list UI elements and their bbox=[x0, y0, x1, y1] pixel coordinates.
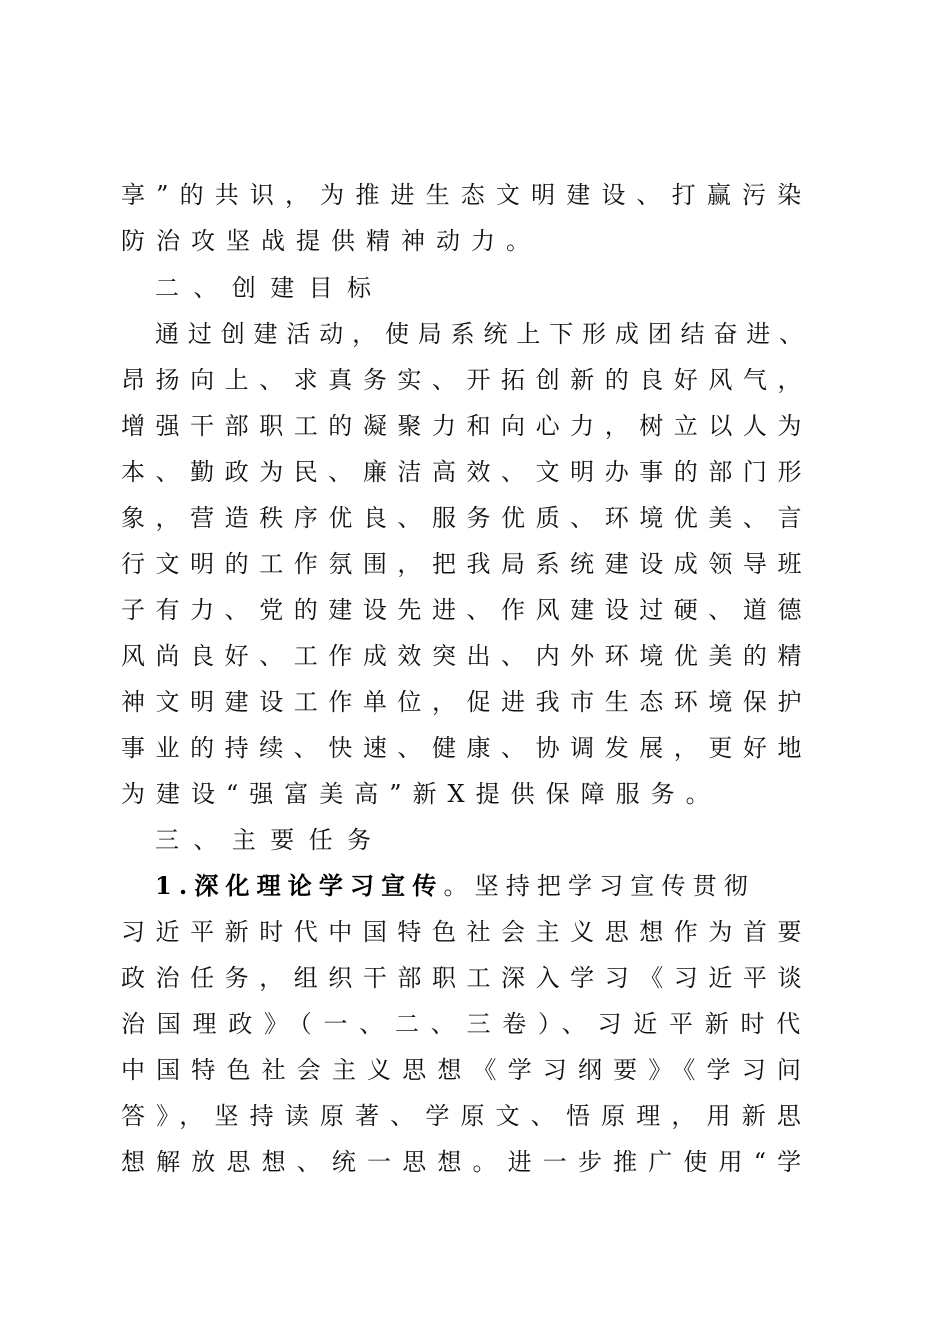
body-text-line: 昂扬向上、求真务实、开拓创新的良好风气， bbox=[121, 366, 812, 394]
task-item-first-line bbox=[155, 868, 755, 904]
paragraph-first-line: 通过创建活动，使局系统上下形成团结奋进、 bbox=[155, 320, 812, 348]
body-text-line: 行文明的工作氛围，把我局系统建设成领导班 bbox=[121, 550, 812, 578]
body-text-line: 子有力、党的建设先进、作风建设过硬、道德 bbox=[121, 596, 812, 624]
section-heading-tasks: 三、主要任务 bbox=[155, 826, 386, 854]
body-text-line: 防治攻坚战提供精神动力。 bbox=[121, 227, 541, 255]
body-text-line: 想解放思想、统一思想。进一步推广使用“学 bbox=[121, 1148, 813, 1176]
body-text-line: 风尚良好、工作成效突出、内外环境优美的精 bbox=[121, 642, 812, 670]
section-heading-goals: 二、创建目标 bbox=[155, 274, 386, 302]
task-item-text: 。坚持把学习宣传贯彻 bbox=[443, 872, 755, 900]
task-item-title: 1.深化理论学习宣传 bbox=[155, 871, 444, 900]
body-text-line: 象，营造秩序优良、服务优质、环境优美、言 bbox=[121, 504, 812, 532]
body-text-line: 享”的共识，为推进生态文明建设、打赢污染 bbox=[121, 181, 813, 209]
body-text-line: 政治任务，组织干部职工深入学习《习近平谈 bbox=[121, 964, 812, 992]
body-text-line: 为建设“强富美高”新X提供保障服务。 bbox=[121, 780, 721, 808]
body-text-line: 增强干部职工的凝聚力和向心力，树立以人为 bbox=[121, 412, 812, 440]
body-text-line: 答》，坚持读原著、学原文、悟原理，用新思 bbox=[121, 1102, 812, 1130]
body-text-line: 本、勤政为民、廉洁高效、文明办事的部门形 bbox=[121, 458, 812, 486]
body-text-line: 神文明建设工作单位，促进我市生态环境保护 bbox=[121, 688, 812, 716]
body-text-line: 事业的持续、快速、健康、协调发展，更好地 bbox=[121, 734, 812, 762]
body-text-line: 习近平新时代中国特色社会主义思想作为首要 bbox=[121, 918, 812, 946]
body-text-line: 治国理政》（一、二、三卷）、习近平新时代 bbox=[121, 1010, 812, 1038]
body-text-line: 中国特色社会主义思想《学习纲要》《学习问 bbox=[121, 1056, 812, 1084]
